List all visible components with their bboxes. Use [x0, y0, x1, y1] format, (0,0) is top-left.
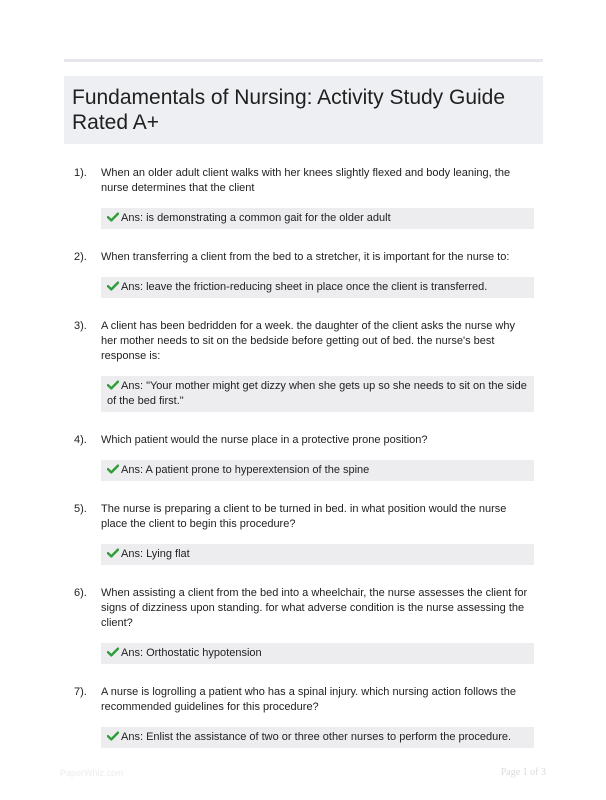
document-title: Fundamentals of Nursing: Activity Study Guide Rated A+	[72, 86, 506, 134]
answer-box	[101, 277, 534, 298]
question-text: A client has been bedridden for a week. the daughter of the client asks the nurse why her mother needs to sit on the bedside before getting out of bed. the nurse's best response is:	[101, 320, 515, 362]
answer-box	[101, 727, 534, 748]
question-text: When transferring a client from the bed to a stretcher, it is important for the nurse to:	[101, 251, 510, 263]
question-item	[64, 250, 543, 298]
question-text: Which patient would the nurse place in a protective prone position?	[101, 434, 428, 446]
answer-box	[101, 643, 534, 664]
top-rule	[64, 59, 543, 62]
answer-box	[101, 208, 534, 229]
answer-text: Ans: A patient prone to hyperextension of the spine	[121, 464, 370, 476]
question-item	[64, 685, 543, 748]
question-item	[64, 586, 543, 664]
checkmark-icon	[107, 548, 119, 558]
checkmark-icon	[107, 281, 119, 291]
question-text: When an older adult client walks with her knees slightly flexed and body leaning, the nurse determines that the client	[101, 167, 511, 194]
answer-text: Ans: leave the friction-reducing sheet in place once the client is transferred.	[121, 281, 488, 293]
question-text: When assisting a client from the bed into a wheelchair, the nurse assesses the client for signs of dizziness upon standing. for what adverse condition is the nurse assessing the client?	[101, 587, 528, 629]
answer-text: Ans: is demonstrating a common gait for the older adult	[121, 212, 391, 224]
question-item	[64, 319, 543, 412]
checkmark-icon	[107, 212, 119, 222]
answer-box	[101, 544, 534, 565]
question-list	[64, 166, 543, 769]
question-number: 4).	[74, 434, 87, 446]
checkmark-icon	[107, 380, 119, 390]
answer-text: Ans: Enlist the assistance of two or three other nurses to perform the procedure.	[121, 731, 512, 743]
question-number: 7).	[74, 686, 87, 698]
page-number: Page 1 of 3	[500, 767, 546, 778]
question-text: A nurse is logrolling a patient who has a spinal injury. which nursing action follows the recommended guidelines for this procedure?	[101, 686, 516, 713]
answer-text: Ans: Lying flat	[121, 548, 190, 560]
answer-text: Ans: Orthostatic hypotension	[121, 647, 262, 659]
checkmark-icon	[107, 647, 119, 657]
question-number: 1).	[74, 167, 87, 179]
question-text: The nurse is preparing a client to be turned in bed. in what position would the nurse place the client to begin this procedure?	[101, 503, 507, 530]
question-number: 5).	[74, 503, 87, 515]
checkmark-icon	[107, 731, 119, 741]
question-item	[64, 433, 543, 481]
answer-box	[101, 376, 534, 412]
answer-text: Ans: "Your mother might get dizzy when she gets up so she needs to sit on the side of the bed first."	[107, 380, 527, 407]
question-number: 2).	[74, 251, 87, 263]
answer-box	[101, 460, 534, 481]
footer-watermark: PaperWhiz.com	[60, 768, 124, 778]
question-item	[64, 502, 543, 565]
question-number: 6).	[74, 587, 87, 599]
checkmark-icon	[107, 464, 119, 474]
title-banner	[64, 76, 543, 144]
question-item	[64, 166, 543, 229]
question-number: 3).	[74, 320, 87, 332]
